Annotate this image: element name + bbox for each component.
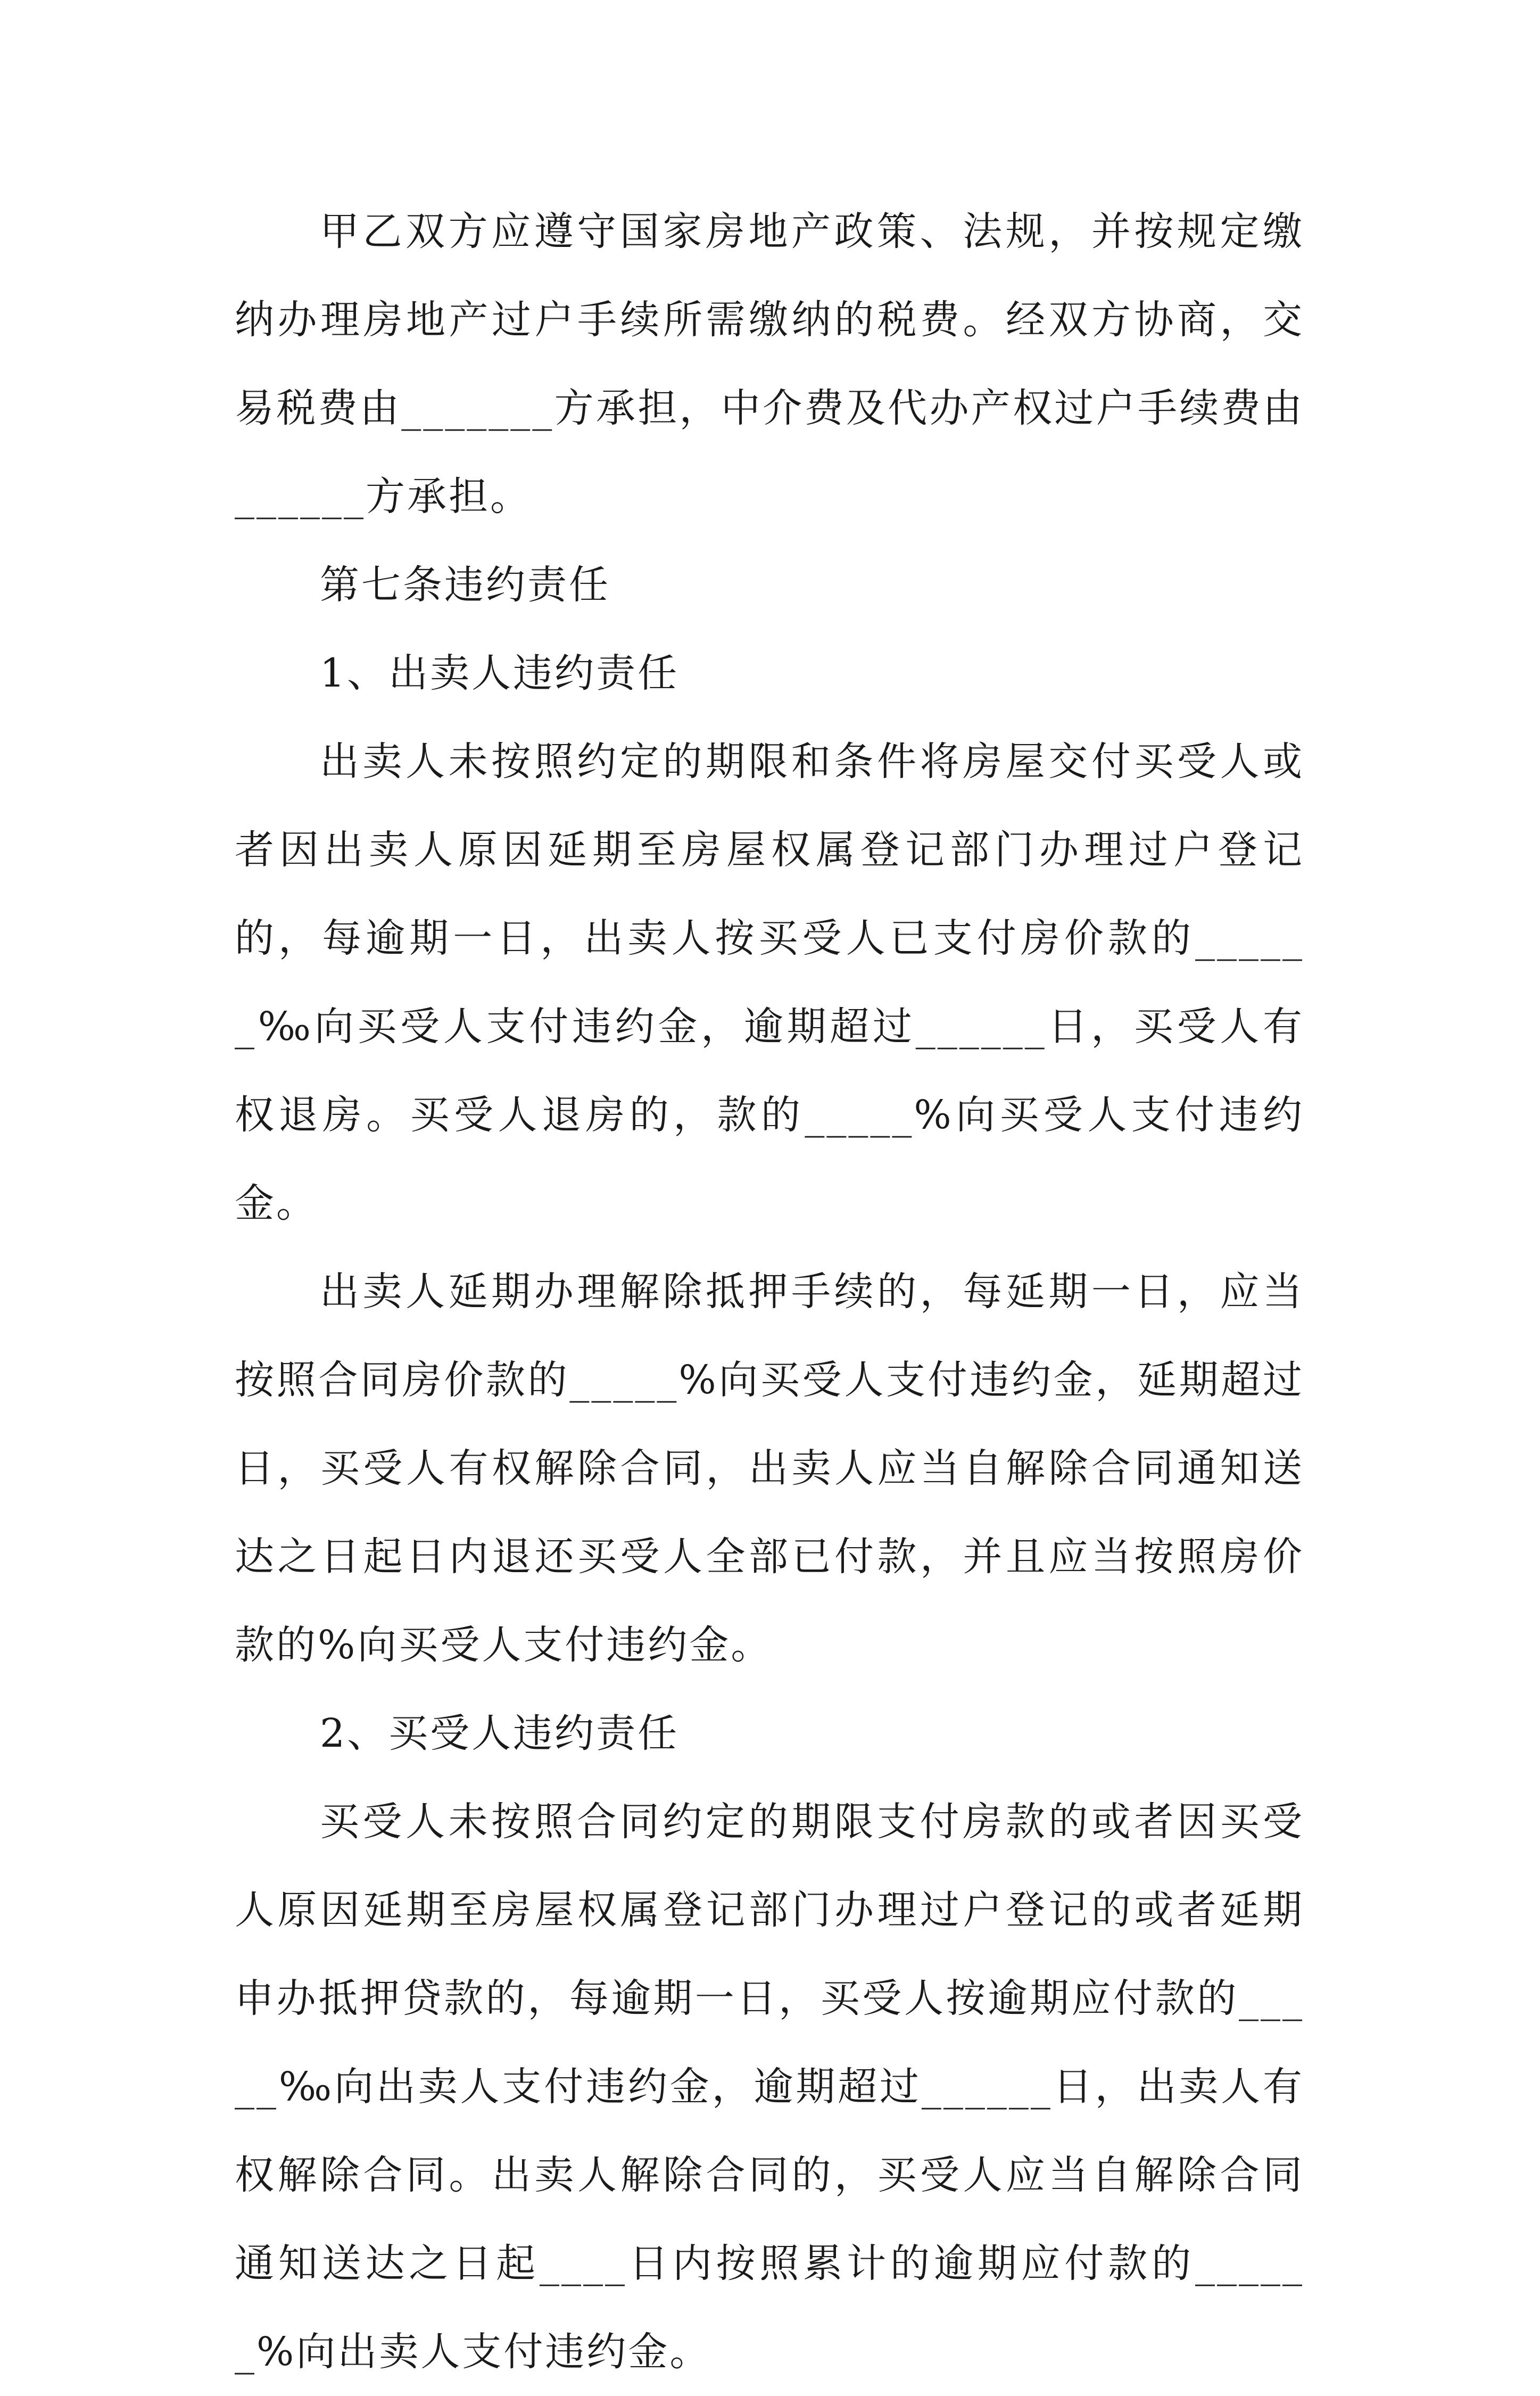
article-seven-heading: 第七条违约责任 (320, 562, 610, 608)
paragraph-buyer-delay-payment: 买受人未按照合同约定的期限支付房款的或者因买受人原因延期至房屋权属登记部门办理过户登记的或者延期申办抵押贷款的，每逾期一日，买受人按逾期应付款的_____‰向出卖人支付违约金，逾期超过______日，出卖人有权解除合同。出卖人解除合同的，买受人应当自解除合同通知送达之日起____日内按照累计的逾期应付款的______%向出卖人支付违约金。 (235, 1799, 1304, 2375)
paragraph-tax-fees: 甲乙双方应遵守国家房地产政策、法规，并按规定缴纳办理房地产过户手续所需缴纳的税费。经双方协商，交易税费由_______方承担，中介费及代办产权过户手续费由______方承担。 (235, 209, 1304, 519)
document-body (235, 187, 1304, 2396)
paragraph-seller-delay-delivery: 出卖人未按照约定的期限和条件将房屋交付买受人或者因出卖人原因延期至房屋权属登记部门办理过户登记的，每逾期一日，出卖人按买受人已支付房价款的______‰向买受人支付违约金，逾期超过______日，买受人有权退房。买受人退房的，款的_____%向买受人支付违约金。 (235, 739, 1304, 1226)
paragraph-seller-delay-mortgage: 出卖人延期办理解除抵押手续的，每延期一日，应当按照合同房价款的_____%向买受人支付违约金，延期超过日，买受人有权解除合同，出卖人应当自解除合同通知送达之日起日内退还买受人全部已付款，并且应当按照房价款的%向买受人支付违约金。 (235, 1269, 1304, 1668)
buyer-liability-heading: 2、买受人违约责任 (320, 1711, 680, 1756)
seller-liability-heading: 1、出卖人违约责任 (320, 650, 680, 696)
